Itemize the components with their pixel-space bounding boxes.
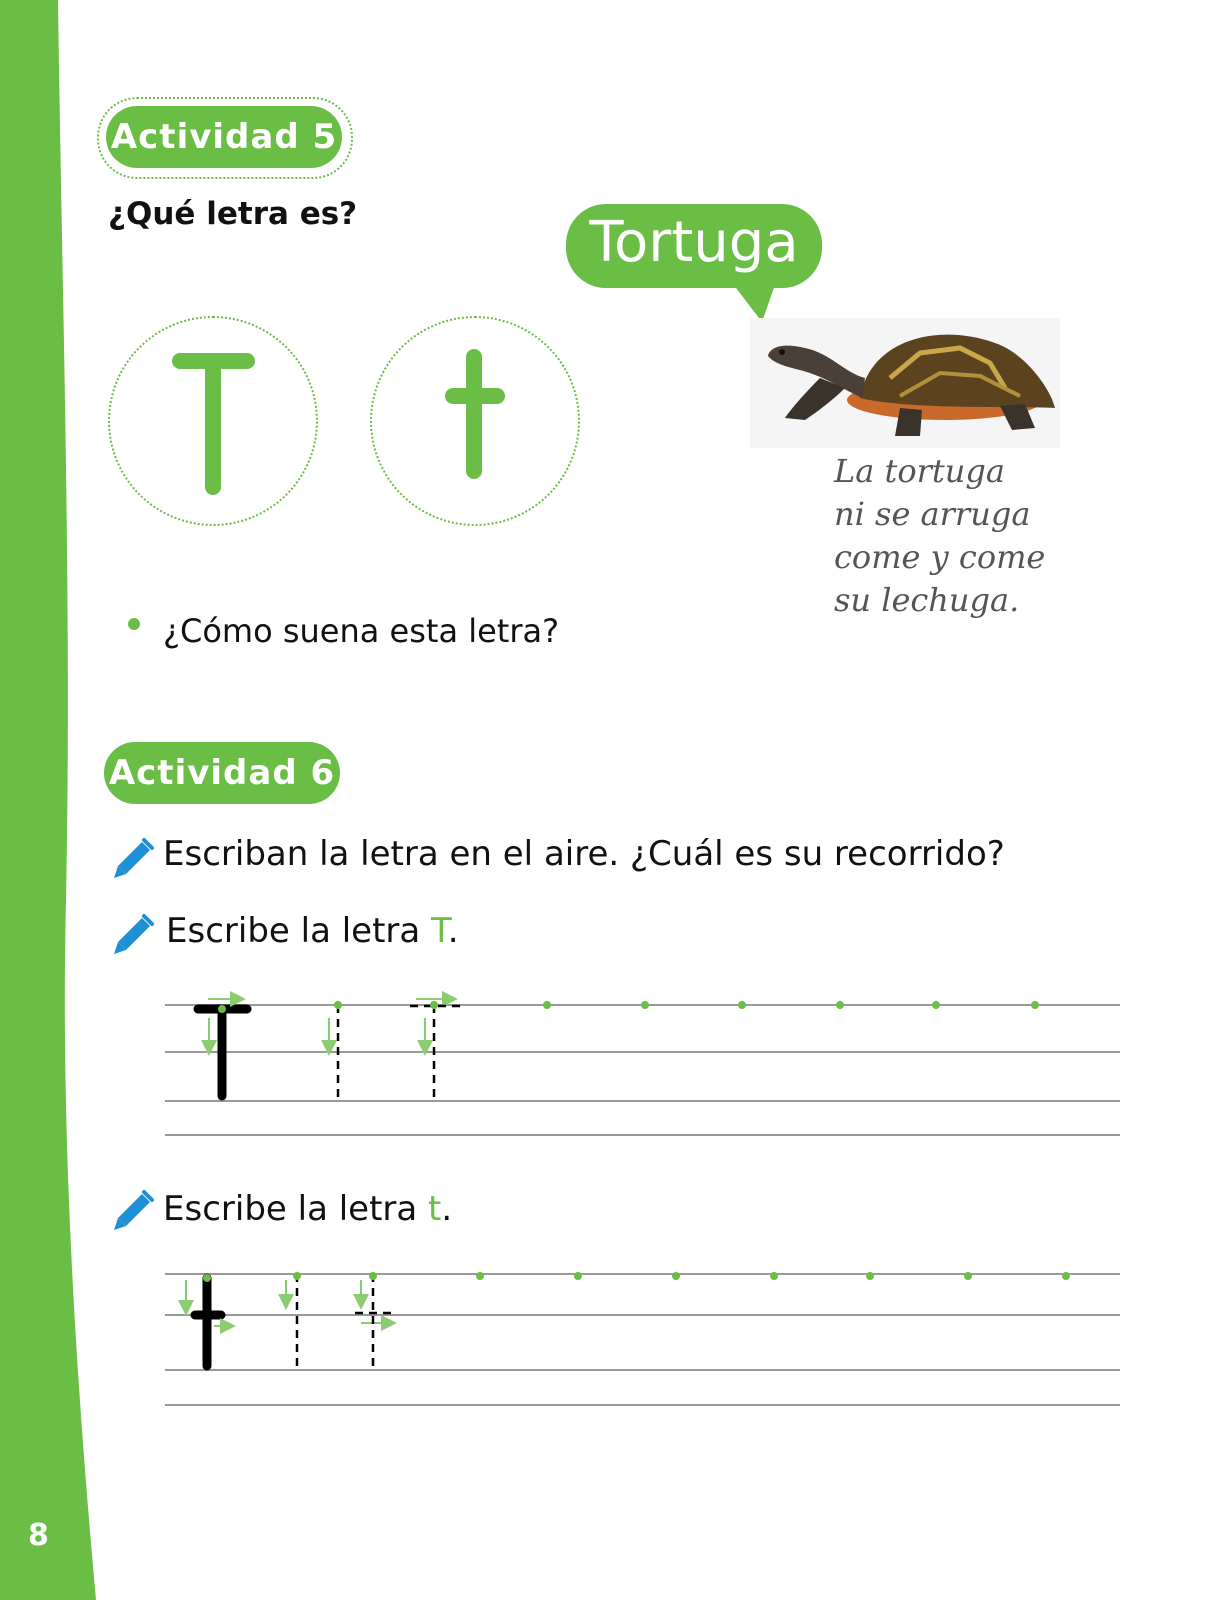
- practice-row-lowercase: [165, 1274, 1120, 1405]
- page-number: 8: [28, 1518, 49, 1553]
- rhyme-line: su lechuga.: [834, 581, 1020, 619]
- bubble-word: Tortuga: [589, 210, 799, 275]
- question-heading: ¿Qué letra es?: [108, 196, 358, 232]
- instruction-text: Escribe la letra: [166, 911, 432, 951]
- instruction-text: Escribe la letra: [163, 1189, 429, 1229]
- highlight-letter: t: [428, 1189, 442, 1229]
- sound-question: ¿Cómo suena esta letra?: [163, 612, 560, 650]
- model-lowercase-t: [195, 1278, 221, 1366]
- activity6-badge: Actividad 6: [104, 742, 340, 804]
- highlight-letter: T: [431, 911, 448, 951]
- start-dots: [218, 1001, 1039, 1013]
- practice-row-uppercase: [165, 1005, 1120, 1135]
- activity5-badge: Actividad 5: [106, 106, 342, 168]
- rhyme-line: come y come: [834, 538, 1046, 576]
- instruction-air-writing: Escriban la letra en el aire. ¿Cuál es su recorrido?: [163, 834, 1005, 874]
- rhyme-line: La tortuga: [834, 452, 1005, 490]
- instruction-period: .: [441, 1189, 453, 1229]
- instruction-period: .: [447, 911, 459, 951]
- rhyme-line: ni se arruga: [834, 495, 1031, 533]
